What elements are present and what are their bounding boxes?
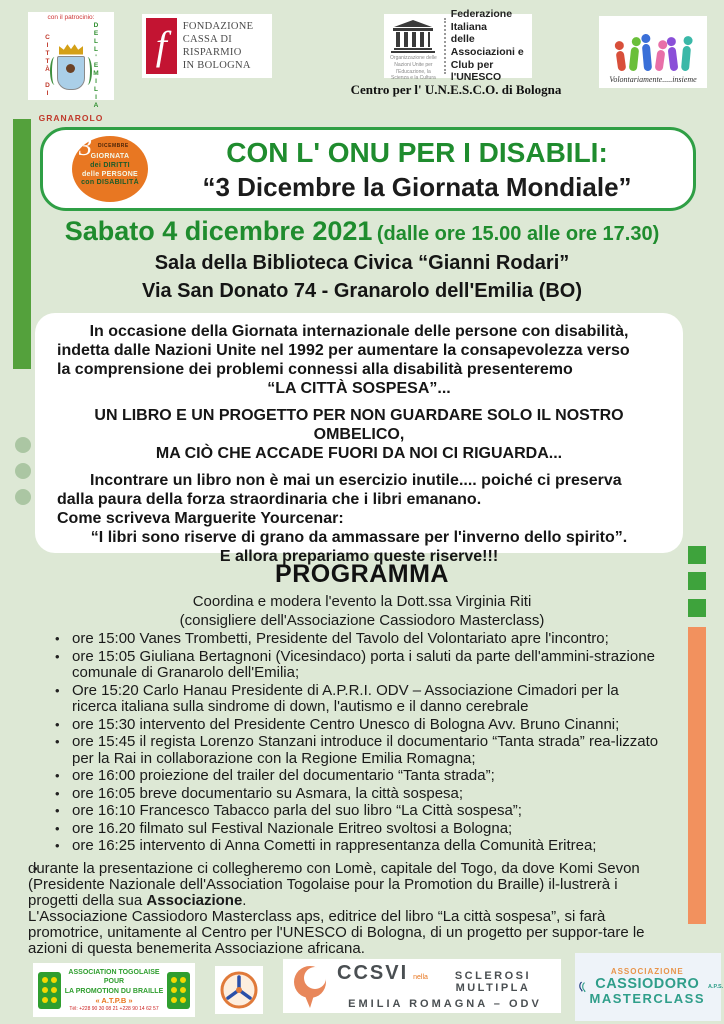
braille-cell-icon: [38, 972, 61, 1009]
page-title: CON L' ONU PER I DISABILI:: [226, 137, 608, 168]
program-item: • Ore 15:20 Carlo Hanau Presidente di A.P.R.I. ODV – Associazione Cimadori per la ricerca italiana sulla sindrome di down, l'autismo e il danno cerebrale: [50, 683, 666, 716]
braille-cell-icon: [167, 972, 190, 1009]
centro-unesco-bologna-label: Centro per l' U.N.E.S.C.O. di Bologna: [350, 82, 562, 97]
cassiodoro-line1: ASSOCIAZIONE: [610, 967, 684, 977]
crown-icon: [59, 43, 83, 55]
program-item: • ore 16:10 Francesco Tabacco parla del suo libro “La Città sospesa”;: [50, 803, 666, 820]
intro-line: MA CIÒ CHE ACCADE FUORI DA NOI CI RIGUARDA...: [155, 445, 563, 462]
volontariamente-logo: [599, 16, 707, 88]
intro-line: “LA CITTÀ SOSPESA”...: [267, 380, 451, 397]
event-address: Via San Donato 74 - Granarolo dell'Emilia (BO): [141, 280, 583, 302]
program-item: • ore 15:05 Giuliana Bertagnoni (Vicesindaco) porta i saluti da parte dell'ammini-strazione comunale di Granarolo dell'Emilia;: [50, 649, 666, 682]
clef-icon: [579, 967, 587, 1007]
program-item: • ore 16:00 proiezione del trailer del documentario “Tanta strada”;: [50, 768, 666, 785]
intro-line: Come scriveva Marguerite Yourcenar:: [57, 510, 344, 527]
ccsvi-logo: [283, 959, 561, 1013]
intro-line: Incontrare un libro non è mai un esercizio inutile.... poiché ci preserva: [90, 472, 622, 489]
event-date-line: [0, 216, 724, 247]
badge-month: DICEMBRE: [98, 143, 129, 149]
final-text-2: .: [242, 891, 247, 909]
city-name-right: DELL'EMILIA: [92, 22, 100, 110]
badge-line: GIORNATA: [90, 153, 130, 160]
program-final-item: [28, 861, 666, 957]
right-orange-bar: [688, 627, 706, 924]
badge-day: 3: [79, 132, 92, 161]
final-text-1: durante la presentazione ci collegheremo con Lomè, capitale del Togo, da dove Komi Sevon (Presidente Nazionale dell'Association Togolaise pour la Promotion du Braille) il-lustrerà i progetti della sua: [28, 859, 640, 909]
cassiodoro-aps-label: A.P.S.: [708, 983, 724, 990]
intro-text-box: [35, 313, 683, 565]
fondazione-line2: CASSA DI RISPARMIO: [182, 33, 242, 58]
badge-line: con DISABILITÀ: [81, 179, 139, 187]
federation-line2: delle Associazioni e: [450, 33, 524, 58]
final-text-3: L'Associazione Cassiodoro Masterclass aps, editrice del libro “La città sospesa”, si farà promotrice, unitamente al Centro per l'UNESCO di Bologna, di un progetto per suppor-tare le azioni di questa benemerita Associazione africana.: [28, 907, 645, 957]
federation-line1: Federazione Italiana: [450, 8, 513, 33]
intro-line: In occasione della Giornata internazionale delle persone con disabilità,: [89, 323, 629, 340]
left-dot: [15, 463, 31, 479]
granarolo-city-logo: [28, 12, 114, 123]
program-heading: PROGRAMMA: [275, 560, 449, 588]
cassiodoro-masterclass-logo: [575, 953, 724, 1021]
atpb-phone: Tél: +228 90 30 08 21 +228 90 14 62 57: [69, 1006, 159, 1013]
final-text-bold: Associazione: [146, 891, 243, 909]
shield-icon: [57, 56, 85, 90]
atpb-line1: ASSOCIATION TOGOLAISE POUR: [68, 968, 160, 986]
emblem-icon: [218, 969, 260, 1011]
event-date: Sabato 4 dicembre 2021: [64, 216, 373, 246]
program-list: [28, 630, 666, 958]
program-item: • ore 15:45 il regista Lorenzo Stanzani introduce il documentario “Tanta strada” rea-lizzato per la Rai in collaborazione con la Regione Emilia Romagna;: [50, 734, 666, 767]
left-dot: [15, 489, 31, 505]
atpb-acronym: « A.T.P.B »: [95, 996, 133, 1006]
cassiodoro-line2: CASSIODORO: [595, 975, 700, 992]
volontariamente-caption: Volontariamente.....insieme: [609, 75, 697, 84]
intro-line: UN LIBRO E UN PROGETTO PER NON GUARDARE SOLO IL NOSTRO OMBELICO,: [94, 407, 624, 443]
ccsvi-name: CCSVI: [337, 962, 409, 984]
fondazione-line1: FONDAZIONE: [182, 20, 254, 32]
page-subtitle: “3 Dicembre la Giornata Mondiale”: [202, 172, 632, 202]
intro-line: E allora prepariamo queste riserve!!!: [219, 548, 499, 565]
program-coordinator: Coordina e modera l'evento la Dott.ssa Virginia Riti: [192, 593, 532, 610]
ccsvi-sclerosi: SCLEROSI MULTIPLA: [454, 970, 532, 994]
badge-line: delle PERSONE: [81, 170, 139, 178]
unesco-temple-icon: [391, 20, 435, 53]
fondazione-carisbo-logo: [142, 14, 272, 78]
dotted-divider: [444, 18, 446, 74]
coat-of-arms-icon: [52, 43, 90, 90]
city-name-bottom: GRANAROLO: [38, 113, 104, 123]
cassiodoro-line3: MASTERCLASS: [589, 990, 705, 1006]
unesco-org-smallprint: Organizzazione delle Nazioni Unite per l'Educazione, la Scienza e la Cultura: [390, 55, 437, 82]
intro-line: la comprensione dei problemi connessi alla disabilità presenteremo: [57, 361, 573, 378]
ccsvi-region: EMILIA ROMAGNA – ODV: [348, 998, 542, 1010]
people-figures-icon: [614, 31, 692, 71]
fondazione-line3: IN BOLOGNA: [182, 60, 251, 72]
left-dot: [15, 437, 31, 453]
federation-line3: Club per l'UNESCO: [450, 58, 502, 84]
atpb-line2: LA PROMOTION DU BRAILLE: [64, 987, 164, 995]
program-coordinator-role: (consigliere dell'Associazione Cassiodoro Masterclass): [179, 612, 545, 629]
program-item: • ore 16.20 filmato sul Festival Nazionale Eritreo svoltosi a Bologna;: [50, 821, 666, 838]
intro-line: indetta dalle Nazioni Unite nel 1992 per aumentare la consapevolezza verso: [57, 342, 630, 359]
program-item: • ore 15:00 Vanes Trombetti, Presidente del Tavolo del Volontariato apre l'incontro;: [50, 631, 666, 648]
intro-line: “I libri sono riserve di grano da ammassare per l'inverno dello spirito”.: [90, 529, 628, 546]
city-name-left: CITTÀ DI: [44, 34, 51, 98]
badge-line: dei DIRITTI: [90, 161, 130, 169]
ccsvi-swoosh-icon: [291, 963, 331, 1009]
event-time: (dalle ore 15.00 alle ore 17.30): [376, 223, 660, 245]
intro-line: dalla paura della forza straordinaria che i libri emanano.: [57, 491, 482, 508]
atpb-logo: [33, 963, 195, 1017]
program-item: • ore 16:05 breve documentario su Asmara, la città sospesa;: [50, 786, 666, 803]
event-venue: Sala della Biblioteca Civica “Gianni Rodari”: [154, 252, 570, 274]
fondazione-f-icon: f: [146, 18, 177, 74]
patronage-label: con il patrocinio:: [47, 14, 95, 21]
round-emblem-logo: [215, 966, 263, 1014]
title-box: [40, 127, 696, 211]
disability-day-badge: [69, 134, 151, 204]
ccsvi-nella: nella: [413, 974, 428, 981]
program-item: • ore 16:25 intervento di Anna Cometti in rappresentanza della Comunità Eritrea;: [50, 838, 666, 855]
program-item: • ore 15:30 intervento del Presidente Centro Unesco di Bologna Avv. Bruno Cinanni;: [50, 717, 666, 734]
unesco-federation-logo: [384, 8, 532, 84]
